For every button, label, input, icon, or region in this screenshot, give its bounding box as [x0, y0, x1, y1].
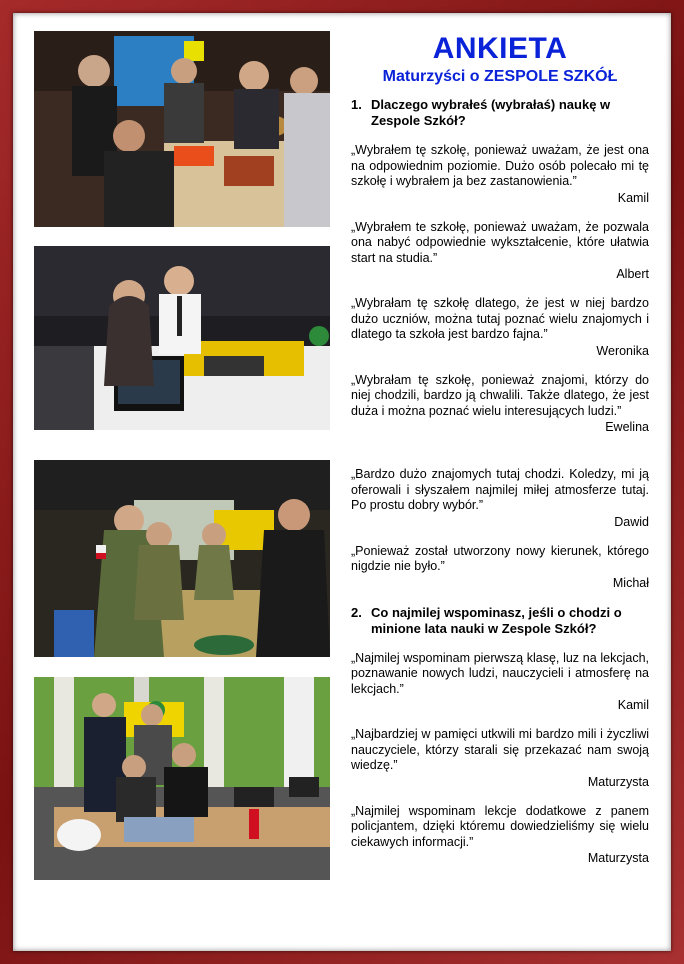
- question-text: Dlaczego wybrałeś (wybrałaś) naukę w Zespole Szkół?: [371, 97, 611, 128]
- page: [13, 13, 671, 951]
- answer-author: Dawid: [614, 514, 649, 529]
- answer-quote: „Ponieważ został utworzony nowy kierunek, którego nigdzie nie było.”: [351, 543, 649, 573]
- answer-quote: „Najmilej wspominam pierwszą klasę, luz na lekcjach, poznawanie nowych ludzi, nauczycieli i atmosferę na lekcjach.”: [351, 650, 649, 696]
- answer-quote: „Wybrałem te szkołę, ponieważ uważam, że pozwala ona nabyć odpowiednie wykształcenie, które ułatwia start na studia.”: [351, 219, 649, 265]
- answer-quote: „Wybrałam tę szkołę, ponieważ znajomi, którzy do niej chodzili, bardzo ją chwalili. Także dlatego, że jest duża i można poznać wielu interesujących ludzi.”: [351, 372, 649, 418]
- photo-fair-table: [34, 31, 330, 227]
- page-subtitle: Maturzyści o ZESPOLE SZKÓŁ: [382, 68, 618, 85]
- answer-author: Weronika: [596, 343, 649, 358]
- answer-quote: „Najmilej wspominam lekcje dodatkowe z panem policjantem, dzięki któremu dowiedzieliśmy się wielu ciekawych informacji.”: [351, 803, 649, 849]
- article-column: [351, 33, 649, 880]
- answer-author: Maturzysta: [587, 851, 649, 865]
- answer-author: Kamil: [617, 698, 649, 712]
- photo-police-stand: [34, 677, 330, 880]
- answer-author: Ewelina: [605, 420, 649, 434]
- answer-quote: „Wybrałem tę szkołę, ponieważ uważam, że jest ona na odpowiednim poziomie. Dużo osób polecało mi tę szkołę i wybrałem ja bez zastanowienia.”: [351, 143, 649, 188]
- answer-author: Albert: [616, 267, 649, 281]
- answer-quote: „Najbardziej w pamięci utkwili mi bardzo mili i życzliwi nauczyciele, którzy starali się przekazać nam swoją wiedzę.”: [351, 727, 649, 772]
- question-number: 1.: [351, 97, 362, 112]
- question-number: 2.: [351, 604, 362, 620]
- answer-author: Michał: [612, 575, 649, 590]
- answer-author: Kamil: [617, 190, 649, 205]
- photo-stand-laptop: [34, 246, 330, 430]
- question-1: [351, 97, 649, 129]
- question-2: [351, 605, 649, 637]
- answer-quote: „Wybrałam tę szkołę dlatego, że jest w niej bardzo dużo uczniów, można tutaj poznać wielu znajomych i dlatego ta szkoła jest bardzo fajna.”: [351, 296, 649, 341]
- question-text: Co najmilej wspominasz, jeśli o chodzi o minione lata nauki w Zespole Szkół?: [371, 604, 622, 636]
- page-title: ANKIETA: [432, 32, 568, 65]
- answer-quote: „Bardzo dużo znajomych tutaj chodzi. Koledzy, mi ją oferowali i słyszałem najmilej miłej atmosferze tutaj. Po prostu dobry wybór.”: [351, 467, 649, 512]
- answer-author: Maturzysta: [587, 774, 649, 789]
- photo-military-stand: [34, 460, 330, 657]
